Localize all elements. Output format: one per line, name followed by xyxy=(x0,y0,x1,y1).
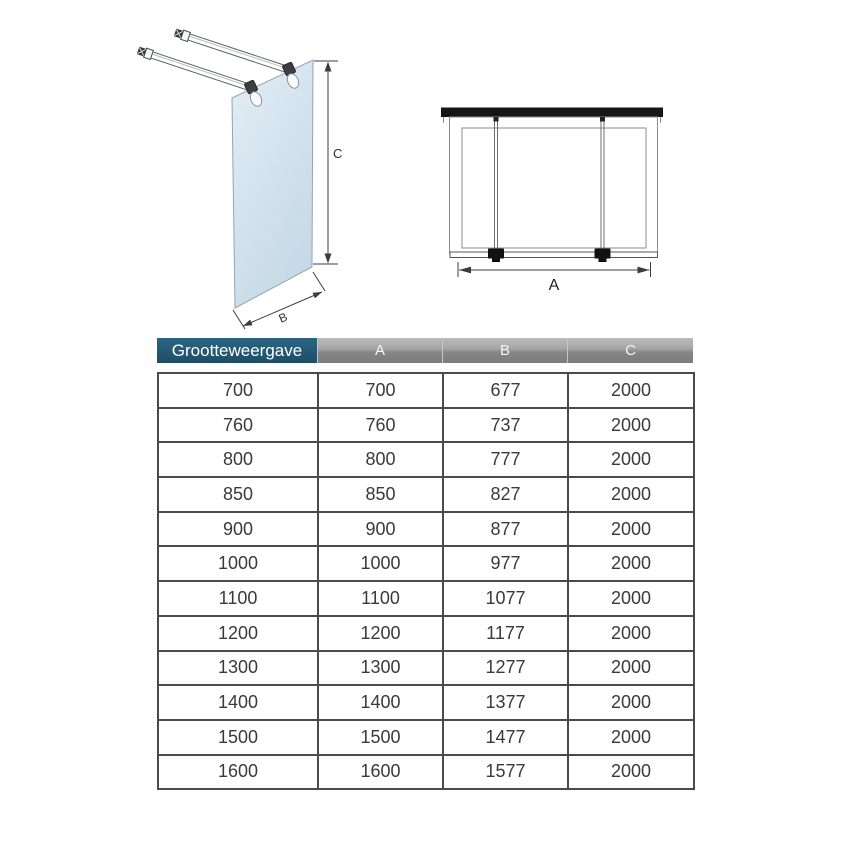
arrow-right-icon xyxy=(313,292,323,298)
arrow-right-icon xyxy=(638,267,650,274)
table-cell: 850 xyxy=(158,477,318,512)
table-cell: 1600 xyxy=(318,755,443,790)
table-cell: 1400 xyxy=(158,685,318,720)
size-table-body xyxy=(158,373,694,789)
table-cell: 1000 xyxy=(318,546,443,581)
table-cell: 760 xyxy=(318,408,443,443)
table-cell: 2000 xyxy=(568,442,694,477)
size-table-header xyxy=(157,338,693,363)
support-bars-top-view xyxy=(495,117,605,252)
rail-clamp-foot-icon xyxy=(492,259,500,263)
arrow-left-icon xyxy=(243,320,253,326)
table-cell: 2000 xyxy=(568,373,694,408)
table-cell: 1177 xyxy=(443,616,568,651)
table-cell: 1200 xyxy=(158,616,318,651)
table-cell: 827 xyxy=(443,477,568,512)
table-cell: 1300 xyxy=(158,651,318,686)
table-cell: 877 xyxy=(443,512,568,547)
header-cell-c: C xyxy=(567,338,693,363)
table-cell: 1000 xyxy=(158,546,318,581)
table-row xyxy=(158,373,694,408)
table-cell: 700 xyxy=(318,373,443,408)
table-cell: 777 xyxy=(443,442,568,477)
table-cell: 900 xyxy=(158,512,318,547)
table-cell: 2000 xyxy=(568,755,694,790)
bottom-rail xyxy=(450,252,658,258)
bar-joint-icon xyxy=(600,117,605,122)
table-row xyxy=(158,512,694,547)
table-cell: 700 xyxy=(158,373,318,408)
table-row xyxy=(158,616,694,651)
header-cell-size: Grootteweergave xyxy=(157,338,317,363)
table-cell: 1377 xyxy=(443,685,568,720)
table-cell: 1477 xyxy=(443,720,568,755)
table-row xyxy=(158,720,694,755)
table-cell: 2000 xyxy=(568,512,694,547)
glass-panel xyxy=(232,60,313,308)
arrow-down-icon xyxy=(325,254,332,264)
table-cell: 1200 xyxy=(318,616,443,651)
glass-outline-outer xyxy=(450,117,658,253)
table-cell: 2000 xyxy=(568,408,694,443)
table-cell: 2000 xyxy=(568,720,694,755)
size-table-grid xyxy=(157,372,695,790)
table-row xyxy=(158,408,694,443)
table-cell: 1500 xyxy=(158,720,318,755)
table-cell: 1077 xyxy=(443,581,568,616)
table-cell: 2000 xyxy=(568,581,694,616)
table-cell: 1300 xyxy=(318,651,443,686)
table-cell: 1600 xyxy=(158,755,318,790)
table-row xyxy=(158,477,694,512)
table-cell: 1100 xyxy=(318,581,443,616)
table-row xyxy=(158,755,694,790)
table-cell: 737 xyxy=(443,408,568,443)
table-cell: 760 xyxy=(158,408,318,443)
table-cell: 800 xyxy=(318,442,443,477)
table-cell: 2000 xyxy=(568,477,694,512)
dimension-label-a: A xyxy=(548,277,560,294)
rail-clamp-foot-icon xyxy=(599,259,607,263)
diagrams xyxy=(0,0,848,336)
table-cell: 1400 xyxy=(318,685,443,720)
dimension-label-c: C xyxy=(333,146,343,161)
table-row xyxy=(158,546,694,581)
table-cell: 2000 xyxy=(568,651,694,686)
table-cell: 900 xyxy=(318,512,443,547)
front-view-diagram xyxy=(441,108,663,295)
table-cell: 677 xyxy=(443,373,568,408)
table-cell: 2000 xyxy=(568,616,694,651)
arrow-up-icon xyxy=(325,62,332,72)
side-view-diagram xyxy=(137,28,343,329)
size-table xyxy=(157,338,693,790)
rail-clamp-icon xyxy=(488,249,504,259)
dimension-label-b: B xyxy=(276,309,290,326)
table-cell: 1577 xyxy=(443,755,568,790)
dimension-a xyxy=(458,262,651,277)
table-cell: 1277 xyxy=(443,651,568,686)
dimension-c xyxy=(313,61,338,264)
table-row xyxy=(158,442,694,477)
glass-outline-inner xyxy=(462,128,646,248)
table-cell: 1500 xyxy=(318,720,443,755)
table-row xyxy=(158,685,694,720)
table-cell: 1100 xyxy=(158,581,318,616)
header-cell-a: A xyxy=(317,338,442,363)
rail-clamp-icon xyxy=(595,249,611,259)
table-cell: 2000 xyxy=(568,546,694,581)
table-cell: 850 xyxy=(318,477,443,512)
table-cell: 2000 xyxy=(568,685,694,720)
wall-profile-bar xyxy=(441,108,663,118)
bar-joint-icon xyxy=(494,117,499,122)
table-cell: 800 xyxy=(158,442,318,477)
arrow-left-icon xyxy=(459,267,471,274)
header-cell-b: B xyxy=(442,338,567,363)
table-row xyxy=(158,581,694,616)
table-cell: 977 xyxy=(443,546,568,581)
table-row xyxy=(158,651,694,686)
